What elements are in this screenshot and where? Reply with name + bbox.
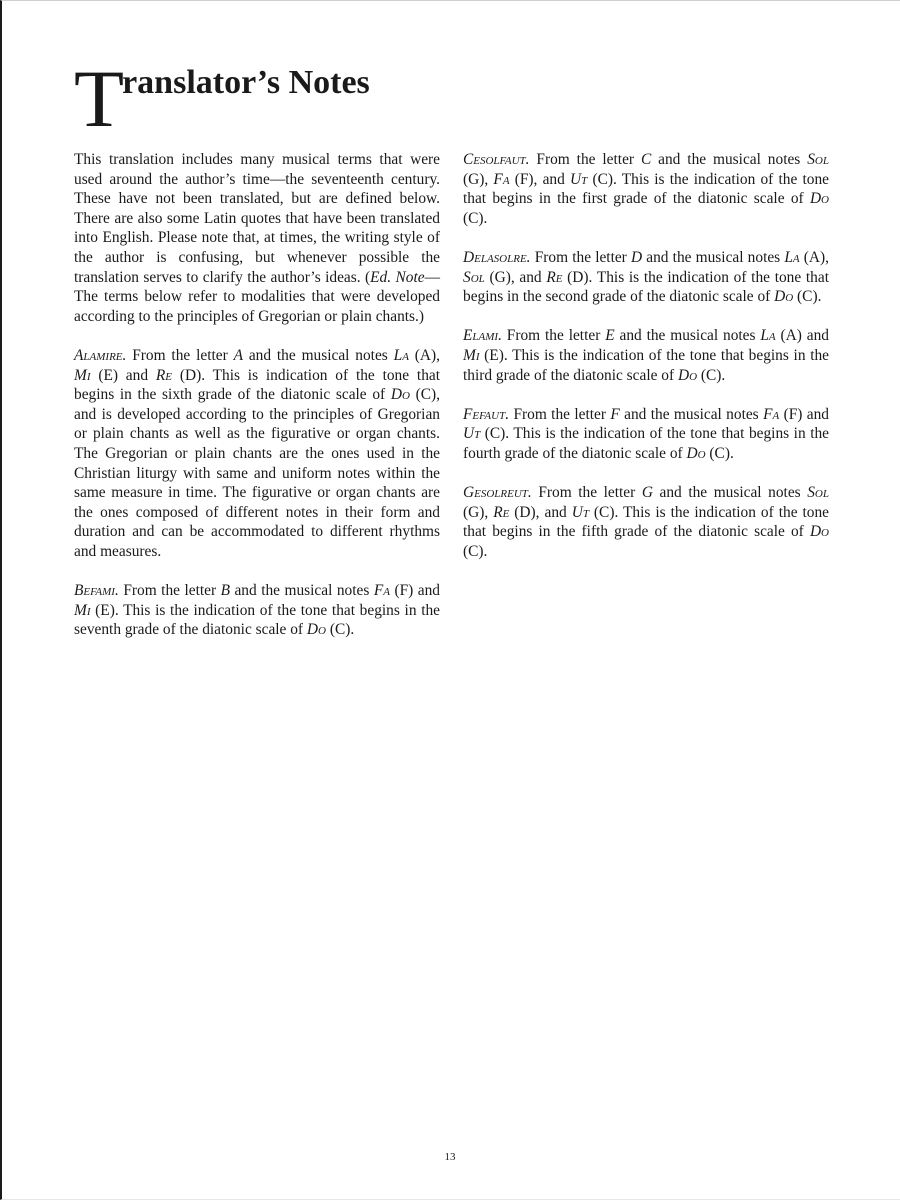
- page-title: [74, 53, 370, 144]
- entry-text: (C).: [463, 542, 488, 560]
- entry-text: (A),: [408, 346, 440, 364]
- entry-letter: F: [610, 405, 620, 423]
- note-name: Sol: [807, 151, 829, 168]
- right-column: [463, 150, 829, 581]
- entry-text: (F), and: [509, 170, 571, 188]
- title-text: ranslator’s Notes: [122, 64, 370, 101]
- entry-text: From the letter: [509, 405, 611, 423]
- note-name: Ut: [463, 425, 481, 443]
- note-name: Fa: [493, 170, 510, 188]
- entry-text: (F) and: [779, 405, 829, 423]
- entry-befami: [74, 581, 440, 640]
- note-name: La: [784, 248, 800, 266]
- entry-letter: E: [605, 327, 615, 345]
- entry-text: and the musical notes: [642, 248, 785, 266]
- entry-term: Delasolre.: [463, 248, 531, 266]
- entry-alamire: [74, 346, 440, 562]
- note-name: Mi: [463, 346, 480, 364]
- note-name: Do: [686, 444, 706, 462]
- entry-cesolfaut: [463, 150, 829, 228]
- entry-text: From the letter: [531, 484, 642, 502]
- entry-text: (A) and: [775, 327, 829, 345]
- entry-text: (C).: [697, 366, 726, 384]
- entry-text: and the musical notes: [242, 346, 394, 364]
- entry-text: (C).: [793, 288, 822, 306]
- note-name: La: [760, 327, 776, 345]
- entry-text: (C).: [325, 621, 355, 639]
- note-name: Mi: [74, 601, 91, 619]
- note-name: La: [393, 346, 409, 364]
- entry-text: (G), and: [484, 268, 547, 286]
- entry-text: From the letter: [118, 582, 221, 600]
- title-drop-cap: T: [74, 53, 125, 144]
- note-name: Do: [306, 621, 326, 639]
- left-column: [74, 150, 440, 659]
- entry-term: Fefaut.: [463, 405, 510, 423]
- entry-text: From the letter: [126, 346, 234, 364]
- entry-letter: D: [630, 248, 643, 266]
- entry-text: (F) and: [389, 582, 440, 600]
- editor-note-label: Ed. Note: [370, 268, 425, 286]
- note-name: Do: [809, 190, 829, 208]
- note-name: Re: [155, 366, 172, 384]
- entry-letter: A: [233, 346, 243, 364]
- entry-text: and the musical notes: [651, 151, 808, 168]
- entry-text: (C).: [705, 444, 734, 462]
- note-name: Re: [546, 268, 563, 286]
- entry-delasolre: [463, 248, 829, 307]
- entry-term: Gesolreut.: [463, 484, 532, 502]
- entry-text: (E) and: [90, 366, 156, 384]
- intro-paragraph: [74, 150, 440, 326]
- entry-text: (D), and: [509, 503, 572, 521]
- intro-text-2: —The terms below refer to modalities that were developed according to the principles of Gregorian or plain chants.): [74, 268, 440, 325]
- entry-term: Elami.: [463, 327, 502, 345]
- page-number: 13: [444, 1151, 456, 1163]
- note-name: Re: [493, 503, 510, 521]
- note-name: Sol: [463, 268, 485, 286]
- note-name: Fa: [373, 582, 390, 600]
- entry-text: (G),: [463, 170, 494, 188]
- entry-text: (D). This is the indication of the tone that begins in the second grade of the diatonic scale of: [463, 268, 829, 306]
- entry-fefaut: [463, 405, 829, 464]
- note-name: Do: [774, 288, 794, 306]
- intro-text-1: This translation includes many musical terms that were used around the author’s time—the seventeenth century. These have not been translated, but are defined below. There are also some Latin quotes that have been translated into English. Please note that, at times, the writing style of the author is confusing, but whenever possible the translation serves to clarify the author’s ideas. (: [74, 151, 440, 286]
- note-name: Do: [809, 523, 829, 541]
- entry-term: Befami.: [74, 582, 119, 600]
- entry-text: (E). This is the indication of the tone that begins in the seventh grade of the diatonic scale of: [74, 601, 440, 639]
- note-name: Sol: [807, 484, 829, 502]
- entry-text: (C). This is the indication of the tone that begins in the fifth grade of the diatonic scale of: [463, 503, 830, 541]
- note-name: Do: [390, 386, 410, 404]
- entry-letter: B: [220, 582, 230, 600]
- note-name: Do: [677, 366, 698, 384]
- entry-text: (C).: [463, 209, 488, 227]
- entry-text: From the letter: [529, 151, 641, 168]
- entry-elami: [463, 326, 829, 385]
- entry-term: Cesolfaut.: [463, 151, 530, 168]
- entry-text: (C). This is the indication of the tone that begins in the first grade of the diatonic scale of: [463, 170, 829, 208]
- entry-letter: C: [640, 151, 652, 168]
- entry-text: and the musical notes: [229, 582, 374, 600]
- entry-text: From the letter: [530, 248, 631, 266]
- entry-text: (E). This is the indication of the tone that begins in the third grade of the diatonic scale of: [463, 346, 829, 384]
- entry-text: (C). This is the indication of the tone that begins in the fourth grade of the diatonic scale of: [463, 425, 829, 462]
- entry-text: and the musical notes: [652, 484, 808, 502]
- note-name: Ut: [570, 170, 588, 188]
- entry-text: and the musical notes: [614, 327, 761, 345]
- entry-letter: G: [641, 484, 653, 502]
- entry-term: Alamire.: [74, 346, 127, 364]
- entry-text: (C), and is developed according to the principles of Gregorian or plain chants as well as the figurative or organ chants. The Gregorian or plain chants are the ones used in the Christian liturgy with same and uniform notes within the same measure in time. The figurative or organ chants are the ones composed of different notes in their form and duration and can be accommodated to different rhythms and measures.: [74, 386, 440, 560]
- note-name: Ut: [571, 503, 589, 521]
- note-name: Mi: [74, 366, 91, 384]
- note-name: Fa: [763, 405, 780, 423]
- entry-gesolreut: [463, 483, 829, 561]
- entry-text: (D). This is indication of the tone that begins in the sixth grade of the diatonic scale of: [74, 366, 440, 404]
- entry-text: (G),: [463, 503, 494, 521]
- entry-text: (A),: [799, 248, 830, 266]
- entry-text: From the letter: [501, 327, 606, 345]
- entry-text: and the musical notes: [619, 405, 764, 423]
